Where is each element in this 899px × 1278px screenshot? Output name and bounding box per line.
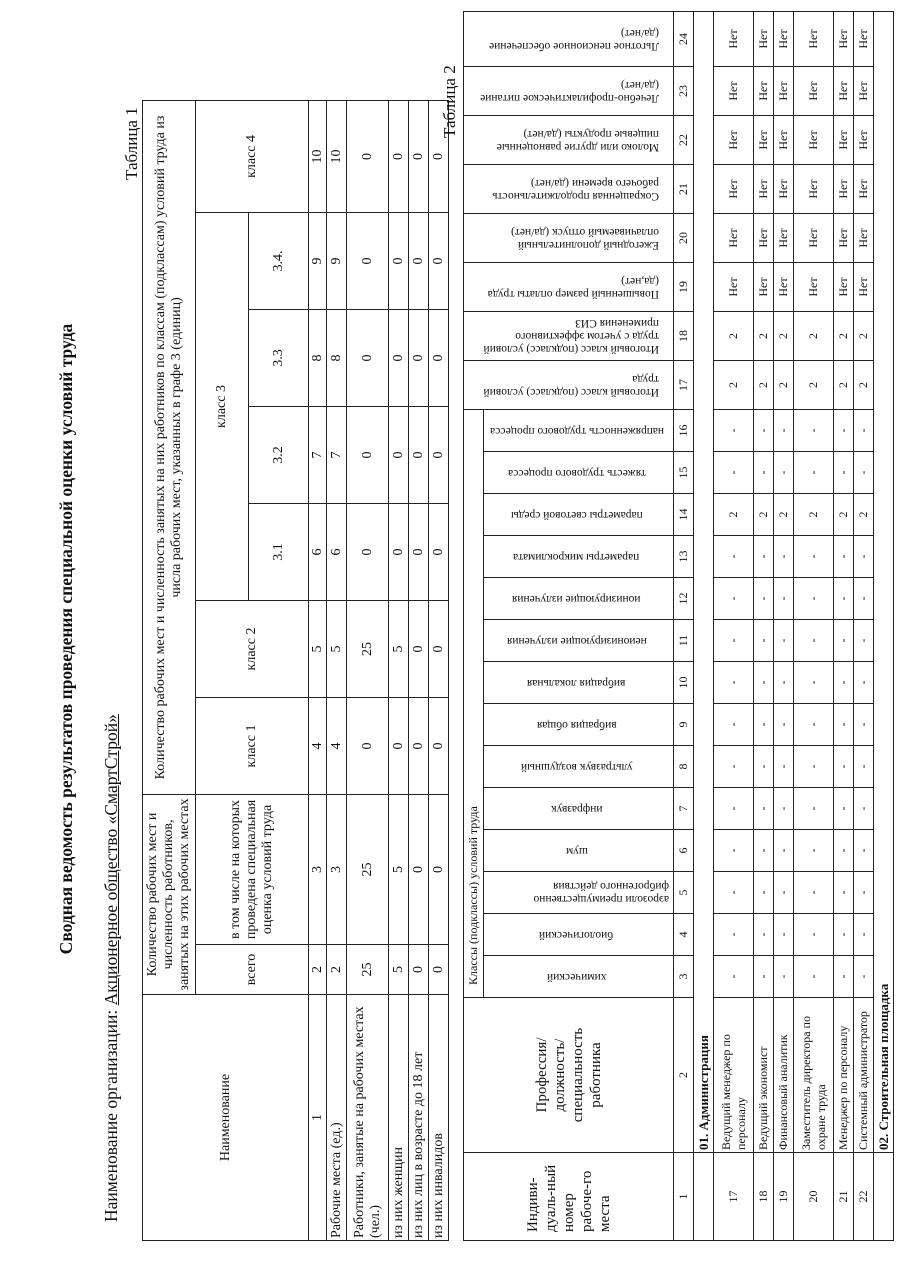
table2-row [854,12,874,1241]
colnum: 4 [674,914,694,956]
header-sub34: 3.4. [249,212,309,309]
factor-class-cell: - [834,662,854,704]
header-extra-6: Молоко или другие равноценные пищевые продукты (да/нет) [464,116,674,165]
factor-class-cell: - [854,578,874,620]
result-cell: 2 [854,361,874,410]
summary-table-2 [463,11,894,1241]
factor-class-cell: - [714,746,754,788]
colnum: 16 [674,410,694,452]
result-cell: Нет [794,12,834,67]
header-class1: класс 1 [196,697,309,794]
header-class3: класс 3 [196,212,249,600]
table1-cell: 0 [347,503,389,600]
factor-class-cell: - [834,536,854,578]
header-factor: параметры микроклимата [484,536,674,578]
table1-row [409,100,429,1240]
table1-cell: 0 [409,794,429,944]
column-number-row [674,12,694,1241]
factor-class-cell: - [854,410,874,452]
result-cell: Нет [854,165,874,214]
header-indiv-number: Индиви-дуаль-ный номер рабоче-го места [464,1153,674,1241]
factor-class-cell: - [774,956,794,998]
header-factor: ультразвук воздушный [484,746,674,788]
colnum: 17 [674,361,694,410]
colnum: 3 [674,956,694,998]
header-extra-4: Ежегодный дополнительный оплачиваемый отпуск (да/нет) [464,214,674,263]
factor-class-cell: - [854,746,874,788]
table2-row [794,12,834,1241]
table2-row [754,12,774,1241]
factor-class-cell: - [774,704,794,746]
colnum: 5 [309,600,327,697]
table1-cell: 0 [409,945,429,995]
row-label: из них инвалидов [429,995,449,1241]
header-factor: ионизирующие излучения [484,578,674,620]
table1-row [327,100,347,1240]
result-cell: 2 [794,361,834,410]
table1-cell: 0 [389,697,409,794]
factor-class-cell: - [714,536,754,578]
factor-class-cell: - [834,704,854,746]
header-extra-2: Итоговый класс (подкласс) условий труда с учетом эффективного применения СИЗ [464,312,674,361]
colnum: 14 [674,494,694,536]
factor-class-cell: - [854,620,874,662]
row-label: из них женщин [389,995,409,1241]
factor-class-cell: - [774,788,794,830]
factor-class-cell: - [774,746,794,788]
table1-cell: 5 [389,794,409,944]
header-factor: биологический [484,914,674,956]
table1-cell: 0 [429,309,449,406]
header-assessed: в том числе на которых проведена специальная оценка условий труда [196,794,309,944]
table1-cell: 0 [389,212,409,309]
table1-row [389,100,409,1240]
factor-class-cell: - [754,536,774,578]
result-cell: Нет [774,116,794,165]
table1-cell: 0 [409,212,429,309]
section-blank [874,1153,894,1241]
result-cell: 2 [774,361,794,410]
factor-class-cell: - [794,746,834,788]
table1-cell: 5 [389,945,409,995]
header-factor: аэрозоли преимущественно фиброгенного действия [484,872,674,914]
workplace-number: 22 [854,1153,874,1241]
colnum: 15 [674,452,694,494]
factor-class-cell: 2 [834,494,854,536]
factor-class-cell: - [714,956,754,998]
colnum: 10 [674,662,694,704]
result-cell: Нет [854,116,874,165]
table1-cell: 25 [347,945,389,995]
table1-cell: 0 [409,503,429,600]
factor-class-cell: - [794,578,834,620]
table1-cell: 0 [429,945,449,995]
factor-class-cell: - [834,872,854,914]
header-sub33: 3.3 [249,309,309,406]
profession: Системный администратор [854,998,874,1153]
organization-line [101,714,122,1222]
table1-cell: 0 [347,100,389,212]
result-cell: Нет [754,67,774,116]
factor-class-cell: - [714,704,754,746]
colnum: 1 [309,995,327,1241]
factor-class-cell: - [754,452,774,494]
factor-class-cell: - [754,746,774,788]
colnum: 5 [674,872,694,914]
header-extra-7: Лечебно-профилактическое питание (да/нет) [464,67,674,116]
table1-cell: 9 [327,212,347,309]
table1-cell: 5 [327,600,347,697]
section-blank [694,1153,714,1241]
table1-caption: Таблица 1 [122,107,141,180]
result-cell: Нет [794,263,834,312]
section-row [874,12,894,1241]
header-factor: неионизирующие излучения [484,620,674,662]
table1-cell: 0 [409,100,429,212]
header-name: Наименование [143,995,309,1241]
colnum: 22 [674,116,694,165]
factor-class-cell: - [714,914,754,956]
table1-cell: 5 [389,600,409,697]
profession: Ведущий экономист [754,998,774,1153]
header-total: всего [196,945,309,995]
result-cell: Нет [834,263,854,312]
result-cell: Нет [834,116,854,165]
table1-cell: 0 [389,406,409,503]
result-cell: 2 [714,361,754,410]
colnum: 7 [309,406,327,503]
result-cell: Нет [854,12,874,67]
factor-class-cell: - [854,914,874,956]
row-label: Работники, занятые на рабочих местах (чел.) [347,995,389,1241]
header-classes: Классы (подклассы) условий труда [464,410,484,998]
header-extra-8: Льготное пенсионное обеспечение (да/нет) [464,12,674,67]
colnum: 9 [309,212,327,309]
factor-class-cell: - [754,662,774,704]
factor-class-cell: - [754,830,774,872]
factor-class-cell: - [794,788,834,830]
factor-class-cell: - [794,914,834,956]
colnum: 2 [309,945,327,995]
table1-cell: 0 [409,406,429,503]
colnum: 12 [674,578,694,620]
factor-class-cell: 2 [774,494,794,536]
header-class2: класс 2 [196,600,309,697]
table1-cell: 0 [429,100,449,212]
factor-class-cell: - [754,872,774,914]
factor-class-cell: - [794,872,834,914]
colnum: 21 [674,165,694,214]
result-cell: Нет [774,214,794,263]
factor-class-cell: 2 [854,494,874,536]
section-administration: 01. Администрация [694,12,714,1153]
table1-cell: 6 [327,503,347,600]
result-cell: 2 [794,312,834,361]
factor-class-cell: - [794,410,834,452]
result-cell: Нет [834,12,854,67]
header-sub31: 3.1 [249,503,309,600]
column-number-row [309,100,327,1240]
factor-class-cell: - [774,452,794,494]
colnum: 13 [674,536,694,578]
result-cell: Нет [794,67,834,116]
table1-row [429,100,449,1240]
table2-row [834,12,854,1241]
table1-cell: 25 [347,794,389,944]
table1-cell: 0 [389,100,409,212]
result-cell: Нет [834,214,854,263]
header-class4: класс 4 [196,100,309,212]
factor-class-cell: - [854,956,874,998]
factor-class-cell: - [854,872,874,914]
factor-class-cell: - [834,788,854,830]
factor-class-cell: - [834,452,854,494]
colnum: 3 [309,794,327,944]
table1-row [347,100,389,1240]
factor-class-cell: - [714,872,754,914]
table1-cell: 10 [327,100,347,212]
table1-cell: 8 [327,309,347,406]
colnum: 8 [309,309,327,406]
result-cell: Нет [774,12,794,67]
factor-class-cell: - [834,914,854,956]
colnum: 9 [674,704,694,746]
header-workplaces-group: Количество рабочих мест и численность работников, занятых на этих рабочих местах [143,794,196,994]
factor-class-cell: - [854,536,874,578]
result-cell: Нет [714,116,754,165]
result-cell: Нет [754,165,774,214]
organization-name: Акционерное общество «СмартСтрой» [101,714,121,1006]
table1-cell: 0 [429,406,449,503]
factor-class-cell: - [854,662,874,704]
factor-class-cell: - [774,536,794,578]
factor-class-cell: - [854,830,874,872]
section-construction-site: 02. Строительная площадка [874,12,894,1153]
header-factor: вибрация общая [484,704,674,746]
factor-class-cell: - [754,620,774,662]
header-factor: химический [484,956,674,998]
factor-class-cell: 2 [794,494,834,536]
colnum: 10 [309,100,327,212]
result-cell: Нет [714,263,754,312]
profession: Финансовый аналитик [774,998,794,1153]
table1-cell: 0 [409,600,429,697]
table1-cell: 7 [327,406,347,503]
table1-cell: 0 [347,406,389,503]
result-cell: Нет [834,67,854,116]
header-factor: напряженность трудового процесса [484,410,674,452]
factor-class-cell: - [834,956,854,998]
header-extra-3: Повышенный размер оплаты труда (да,нет) [464,263,674,312]
factor-class-cell: - [774,662,794,704]
factor-class-cell: - [774,578,794,620]
factor-class-cell: - [834,620,854,662]
header-factor: шум [484,830,674,872]
factor-class-cell: - [774,872,794,914]
header-factor: инфразвук [484,788,674,830]
workplace-number: 21 [834,1153,854,1241]
result-cell: Нет [834,165,854,214]
profession: Ведущий менеджер по персоналу [714,998,754,1153]
organization-label: Наименование организации: [101,1009,121,1222]
table1-cell: 0 [347,309,389,406]
result-cell: 2 [854,312,874,361]
result-cell: Нет [714,12,754,67]
workplace-number: 20 [794,1153,834,1241]
factor-class-cell: 2 [714,494,754,536]
result-cell: Нет [774,165,794,214]
factor-class-cell: - [714,662,754,704]
result-cell: Нет [854,263,874,312]
row-label: Рабочие места (ед.) [327,995,347,1241]
result-cell: 2 [834,312,854,361]
summary-table-1 [142,100,449,1241]
table2-caption: Таблица 2 [440,65,459,138]
table1-cell: 0 [409,697,429,794]
result-cell: Нет [714,67,754,116]
factor-class-cell: - [714,788,754,830]
table1-cell: 0 [429,794,449,944]
table1-cell: 25 [347,600,389,697]
result-cell: 2 [714,312,754,361]
factor-class-cell: 2 [754,494,774,536]
result-cell: Нет [714,214,754,263]
factor-class-cell: - [774,830,794,872]
table1-cell: 0 [429,697,449,794]
table1-cell: 0 [389,503,409,600]
table1-cell: 0 [347,212,389,309]
page-title: Сводная ведомость результатов проведения специальной оценки условий труда [56,323,76,955]
table1-cell: 4 [327,697,347,794]
result-cell: Нет [754,214,774,263]
header-factor: тяжесть трудового процесса [484,452,674,494]
result-cell: Нет [794,165,834,214]
result-cell: Нет [854,214,874,263]
colnum: 24 [674,12,694,67]
factor-class-cell: - [794,536,834,578]
header-sub32: 3.2 [249,406,309,503]
table1-cell: 0 [429,212,449,309]
factor-class-cell: - [754,956,774,998]
factor-class-cell: - [754,410,774,452]
table2-row [774,12,794,1241]
factor-class-cell: - [714,452,754,494]
result-cell: Нет [854,67,874,116]
profession: Менеджер по персоналу [834,998,854,1153]
colnum: 1 [674,1153,694,1241]
table2-row [714,12,754,1241]
factor-class-cell: - [774,620,794,662]
factor-class-cell: - [714,830,754,872]
table1-cell: 0 [429,600,449,697]
workplace-number: 17 [714,1153,754,1241]
colnum: 20 [674,214,694,263]
factor-class-cell: - [834,410,854,452]
result-cell: Нет [754,12,774,67]
table1-cell: 0 [409,309,429,406]
header-classes-group: Количество рабочих мест и численность занятых на них работников по классам (подклассам) условий труда из числа рабочих мест, указанных в графе 3 (единиц) [143,100,196,794]
result-cell: 2 [774,312,794,361]
table1-cell: 3 [327,794,347,944]
factor-class-cell: - [834,830,854,872]
header-extra-1: Итоговый класс (подкласс) условий труда [464,361,674,410]
factor-class-cell: - [854,452,874,494]
workplace-number: 19 [774,1153,794,1241]
header-profession: Профессия/ должность/ специальность работника [464,998,674,1153]
section-row [694,12,714,1241]
table1-cell: 0 [347,697,389,794]
header-factor: вибрация локальная [484,662,674,704]
factor-class-cell: - [714,578,754,620]
colnum: 23 [674,67,694,116]
factor-class-cell: - [794,830,834,872]
colnum: 4 [309,697,327,794]
header-extra-5: Сокращенная продолжительность рабочего времени (да/нет) [464,165,674,214]
colnum: 18 [674,312,694,361]
factor-class-cell: - [854,788,874,830]
factor-class-cell: - [854,704,874,746]
result-cell: Нет [774,263,794,312]
colnum: 8 [674,746,694,788]
result-cell: 2 [834,361,854,410]
factor-class-cell: - [714,620,754,662]
factor-class-cell: - [754,578,774,620]
factor-class-cell: - [794,662,834,704]
row-label: из них лиц в возрасте до 18 лет [409,995,429,1241]
factor-class-cell: - [714,410,754,452]
factor-class-cell: - [774,410,794,452]
result-cell: Нет [754,116,774,165]
result-cell: 2 [754,312,774,361]
profession: Заместитель директора по охране труда [794,998,834,1153]
result-cell: Нет [714,165,754,214]
colnum: 6 [309,503,327,600]
result-cell: Нет [754,263,774,312]
result-cell: Нет [794,116,834,165]
header-factor: параметры световой среды [484,494,674,536]
factor-class-cell: - [754,914,774,956]
colnum: 11 [674,620,694,662]
table1-cell: 0 [429,503,449,600]
colnum: 19 [674,263,694,312]
factor-class-cell: - [794,452,834,494]
factor-class-cell: - [794,620,834,662]
factor-class-cell: - [794,956,834,998]
colnum: 6 [674,830,694,872]
factor-class-cell: - [794,704,834,746]
factor-class-cell: - [754,704,774,746]
result-cell: 2 [754,361,774,410]
colnum: 2 [674,998,694,1153]
table1-cell: 2 [327,945,347,995]
factor-class-cell: - [834,746,854,788]
table1-cell: 0 [389,309,409,406]
workplace-number: 18 [754,1153,774,1241]
factor-class-cell: - [834,578,854,620]
factor-class-cell: - [774,914,794,956]
result-cell: Нет [774,67,794,116]
factor-class-cell: - [754,788,774,830]
colnum: 7 [674,788,694,830]
result-cell: Нет [794,214,834,263]
